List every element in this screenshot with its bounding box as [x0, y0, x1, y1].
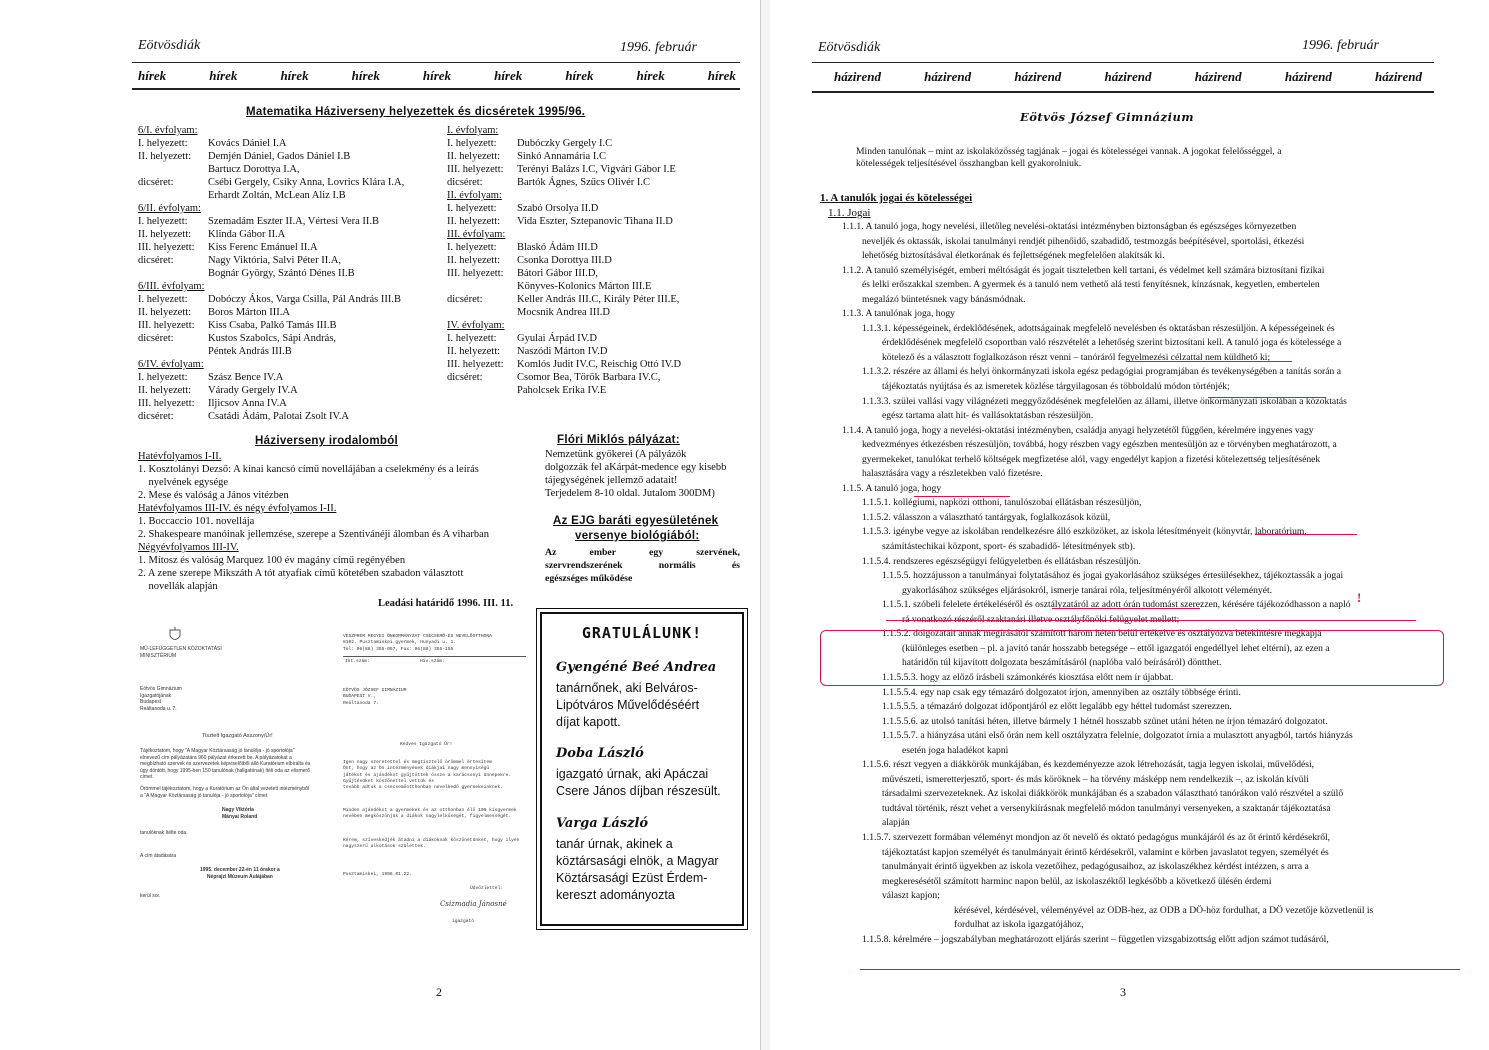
place-label: I. helyezett: — [138, 216, 188, 227]
winner-names: Csonka Dorottya III.D — [517, 255, 612, 266]
annotation-underline — [860, 969, 1460, 970]
annotation-underline — [1208, 397, 1326, 398]
place-label — [138, 163, 208, 176]
annotation-underline — [914, 496, 1010, 497]
letter-line: Önt, hogy az Ön intézményének diákjai nagy mennyiségű — [343, 766, 490, 772]
place-label: II. helyezett: — [138, 385, 192, 396]
letter-line: játékot és ajándékot gyűjtöttek össze a karácsonyi ünnepekre. — [343, 772, 512, 778]
letter-line: MINISZTÉRIUM — [140, 652, 177, 659]
deadline: Leadási határidő 1996. III. 11. — [378, 598, 514, 609]
rule-line: tájékoztatást kapjon személyét és tanulmányait érintő kérdésekről, valamint e körben javaslatot tegyen, személyét és — [882, 846, 1329, 858]
section-word: hírek — [280, 68, 309, 83]
letter-line: nevében megköszönjük a diákok nagylelkűségét, figyelmességét. — [343, 814, 512, 820]
rule-line: határidőn túl kijavított dolgozata beszámításáról (naplóba való beírásáról) döntthet. — [902, 657, 1222, 669]
rule-line: fordulhat az iskola igazgatójához, — [954, 919, 1084, 931]
result-row — [138, 228, 438, 241]
section-heading-1-1: 1.1. Jogai — [828, 207, 871, 219]
winner-names: Iljicsov Anna IV.A — [208, 398, 287, 409]
result-row — [138, 163, 438, 176]
rule-line: érdeklődésének megfelelő csoportban való részvételét a lehetőség szerint biztosítani kell. A tanuló joga és kötelessége a — [882, 337, 1342, 349]
place-label: II. helyezett: — [447, 346, 501, 357]
winner-names: Naszódi Márton IV.D — [517, 346, 608, 357]
section-word: házirend — [1014, 69, 1062, 84]
place-label: I. helyezett: — [447, 242, 497, 253]
result-row — [447, 371, 747, 384]
section-band-right — [834, 69, 1422, 85]
winner-names: Vida Eszter, Sztepanovic Tihana II.D — [517, 216, 673, 227]
winner-names: Bartucz Dorottya I.A, — [208, 164, 300, 175]
result-row — [138, 397, 438, 410]
flori-line: tájegységének jellemző adatait! — [545, 475, 678, 486]
result-row — [447, 254, 747, 267]
rule-line: 1.1.5.5. hozzájusson a tanulmányai folytatásához és jogai gyakorlásához szükséges értesülésekhez, tájékoztassák a jogai — [882, 570, 1344, 582]
winner-names: Szász Bence IV.A — [208, 372, 284, 383]
result-row — [447, 384, 747, 397]
rule-line: 1.1.5. A tanuló joga, hogy — [842, 482, 942, 494]
annotation-underline — [886, 620, 1416, 621]
winner-names: Kiss Csaba, Palkó Tamás III.B — [208, 320, 337, 331]
rule-line: 1.1.5.5.7. a hiányzása utáni első órán nem kell osztályzatra felelnie, dolgozatot írnia a mulasztott anyagból, tartós hiányzás — [882, 730, 1353, 742]
result-row — [447, 163, 747, 176]
result-row — [138, 384, 438, 397]
rule-line: egész tartama alatt hit- és vallásoktatásban részesüljön. — [882, 410, 1094, 422]
ejg-line: egészséges működése — [545, 573, 633, 584]
letter-line: Néprajzi Múzeum Aulájában — [206, 873, 273, 880]
winner-names: Bátori Gábor III.D, — [517, 268, 599, 279]
place-label: I. helyezett: — [138, 372, 188, 383]
result-row — [138, 371, 438, 384]
congrats-line: díjat kapott. — [556, 715, 621, 729]
place-label: I. helyezett: — [447, 333, 497, 344]
rule-line: kedvezményes étkezésben részesüljön, továbbá, hogy részben vagy egészben mentesüljön az e törvényben meghatározott, a — [862, 439, 1337, 451]
place-label: III. helyezett: — [138, 242, 195, 253]
rule-line: társadalmi szervezeteknek. Az iskolai diákkörök munkájában és a szabadon választható tanórákon való részvétel a szülő — [882, 788, 1344, 800]
rule-line: 1.1.5.7. szervezett formában véleményt mondjon az őt nevelő és oktató pedagógus munkájáról és az őt érintő kérdésekről, — [862, 831, 1331, 843]
section-word: hírek — [138, 68, 167, 83]
place-label: II. helyezett: — [447, 255, 501, 266]
section-word: hírek — [565, 68, 594, 83]
winner-names: Péntek András III.B — [208, 346, 292, 357]
congrats-text-2 — [556, 766, 721, 800]
coat-of-arms-icon — [168, 627, 182, 643]
rule-line: 1.1.5.5.5. a témazáró dolgozat időpontjáról ez előtt legalább egy héttel tudomást szerezzen. — [882, 701, 1232, 713]
rule-line: 1.1.5.5.6. az utolsó tanítási héten, illetve bármely 1 hétnél hosszabb szünet utáni héten ne írjon témazáró dolgozatot. — [882, 715, 1328, 727]
rule-line: megkeresésétől számított harminc napon belül, az iskolaszéktől legkésőbb a következő ülésén érdemi — [882, 875, 1272, 887]
class-heading: IV. évfolyam: — [447, 320, 505, 331]
result-row — [138, 410, 438, 423]
section-word: házirend — [1284, 69, 1332, 84]
section-word: házirend — [1194, 69, 1242, 84]
topic-line: 2. Shakespeare manóinak jellemzése, szerepe a Szentivánéji álomban és A viharban — [138, 529, 490, 540]
letter-line: VESZPRÉM MEGYEI ÖNKORMÁNYZAT CSECSEMŐ-ÉS NEVELŐOTTHONA — [343, 634, 492, 639]
issue-date-right: 1996. február — [1302, 38, 1379, 53]
result-row — [138, 189, 438, 202]
topic-line: 2. A zene szerepe Mikszáth A tót atyafiak című kötetében szabadon választott — [138, 568, 464, 579]
winner-names: Csatádi Ádám, Palotai Zsolt IV.A — [208, 411, 349, 422]
result-row — [138, 306, 438, 319]
result-row — [138, 137, 438, 150]
rule-line: (különleges esetben – pl. a javító tanár hosszabb betegsége – ettől igazgatói engedéllyel lehet eltérni), az ezen a — [902, 642, 1330, 654]
letter-line: Gyűjtésüket köszönettel vettük és — [343, 778, 434, 784]
rule-line: és lelki erőszakkal szemben. A gyermek és a tanuló nem vethető alá testi fenyítésnek, kínzásnak, kegyetlen, embertelen — [862, 279, 1320, 291]
ejg-line: szervrendszerének normális és — [545, 560, 740, 571]
rule-line: megalázó büntetésnek vagy bánásmódnak. — [862, 293, 1026, 305]
result-row — [447, 345, 747, 358]
topic-group: Négyévfolyamos III-IV. — [138, 542, 239, 553]
rule-line: halasztására vagy a részletekben való fizetésre. — [862, 468, 1043, 480]
letter-line: tovább adtuk a csecsemőotthonban nevelkedő gyermekeinknek. — [343, 785, 503, 791]
winner-names: Sinkó Annamária I.C — [517, 151, 606, 162]
congrats-line: tanárnőnek, aki Belváros- — [556, 681, 698, 695]
literature-title: Háziverseny irodalomból — [255, 435, 399, 447]
place-label: II. helyezett: — [447, 151, 501, 162]
congratulations-box — [540, 612, 744, 926]
winner-names: Kustos Szabolcs, Sápi András, — [208, 333, 337, 344]
rule-line: 1.1.4. A tanuló joga, hogy a nevelési-oktatási intézményben, családja anyagi helyzetétől függően, kérelmére ingyenes vagy — [842, 424, 1314, 436]
winner-names: Boros Márton III.A — [208, 307, 290, 318]
result-row — [138, 150, 438, 163]
section-rule-right — [812, 91, 1434, 93]
section-heading-1: 1. A tanulók jogai és kötelességei — [820, 192, 973, 204]
section-band — [138, 68, 736, 84]
result-row — [138, 319, 438, 332]
result-row — [447, 241, 747, 254]
rule-line: gyakorlásához szükséges eljárásokról, ismerje tanárai róla, teljesítményéről alkotott véleményét. — [902, 584, 1273, 596]
section-word: hírek — [494, 68, 523, 83]
place-label: dicséret: — [447, 372, 483, 383]
place-label: I. helyezett: — [138, 138, 188, 149]
place-label — [447, 280, 517, 293]
congrats-name-1: Gyengéné Beé Andrea — [556, 660, 717, 675]
place-label: dicséret: — [138, 411, 174, 422]
letter-line: a "A Magyar Köztársaság jó tanulója - jó sportolója" címet — [140, 792, 268, 799]
place-label: dicséret: — [447, 177, 483, 188]
rule-line: számítástechikai központ, sport- és szabadidő- létesítmények stb). — [882, 541, 1136, 553]
ejg-title-2: versenye biológiából: — [575, 530, 700, 542]
rule-line: kérésével, kérdésével, véleményével az ODB-hez, az ODB a DÖ-höz fordulhat, a DÖ vezetője közvetlenül is — [954, 904, 1374, 916]
page-number-right: 3 — [1120, 985, 1126, 999]
winner-names: Csébi Gergely, Csiky Anna, Lovrics Klára I.A, — [208, 177, 405, 188]
rule-line: esetén joga haladékot kapni — [902, 744, 1009, 756]
rule-line: művészeti, ismeretterjesztő, sport- és más köröknek – ha törvény másképp nem rendelkezik –, az iskolán kívüli — [882, 773, 1309, 785]
section-word: hírek — [351, 68, 380, 83]
congrats-name-3: Varga László — [556, 816, 649, 831]
letter-line: MŰ-LEFÜGGETLEN KÖZOKTATÁSI — [140, 646, 222, 652]
congrats-line: tanár úrnak, akinek a — [556, 837, 673, 851]
rule-line: tanulmányait érintő ügyekben az iskola vezetőihez, pedagógusaihoz, az iskolaszékhez kérdést intézzen, s arra a — [882, 861, 1309, 873]
result-row — [447, 332, 747, 345]
section-rule — [132, 88, 740, 90]
letter-line: nagyszerű alkotások születtek. — [343, 844, 426, 850]
letter-line: 1995. december 22-én 11 órakor a — [200, 867, 280, 873]
letter-line: úgy döntött, hogy 1995-ben 150 tanulónak (hallgatónak) ítéli oda az elismerő — [140, 767, 310, 774]
annotation-underline — [1255, 534, 1357, 535]
place-label: III. helyezett: — [447, 359, 504, 370]
letter-line: Reáltanoda 7. — [343, 700, 379, 706]
result-row — [138, 345, 438, 358]
annotation-underline — [1052, 608, 1200, 609]
result-row — [447, 137, 747, 150]
section-word: házirend — [1104, 69, 1152, 84]
annotation-exclamation: ! — [1357, 590, 1362, 605]
math-results-col-2 — [447, 124, 747, 397]
rule-line: 1.1.5.5.3. hogy az előző írásbeli számonkérés kiosztása előtt nem ír újabbat. — [882, 671, 1174, 683]
congrats-text-3 — [556, 836, 719, 904]
result-row — [447, 280, 747, 293]
result-row — [138, 215, 438, 228]
congrats-line: Csere János díjban részesült. — [556, 784, 721, 798]
result-row — [447, 267, 747, 280]
flori-line: Terjedelem 8-10 oldal. Jutalom 300DM) — [545, 488, 715, 499]
right-page — [770, 0, 1489, 1050]
intro-line: Minden tanulónak – mint az iskolaközösség tagjának – jogai és kötelességei vannak. A jogokat felelősséggel, a — [856, 146, 1282, 157]
winner-names: Komlós Judit IV.C, Reischig Ottó IV.D — [517, 359, 682, 370]
winner-names: Klinda Gábor II.A — [208, 229, 286, 240]
place-label: III. helyezett: — [138, 398, 195, 409]
class-heading: 6/III. évfolyam: — [138, 281, 205, 292]
winner-names: Könyves-Kolonics Márton III.E — [517, 281, 652, 292]
letter-line: Eötvös Gimnázium — [140, 686, 182, 692]
section-word: hírek — [422, 68, 452, 83]
flori-text — [545, 448, 745, 500]
result-row — [447, 176, 747, 189]
place-label: III. helyezett: — [447, 164, 504, 175]
flori-line: Nemzetünk gyökerei (A pályázók — [545, 449, 687, 460]
page-number-left: 2 — [436, 985, 442, 999]
result-row — [447, 150, 747, 163]
class-heading: II. évfolyam: — [447, 190, 502, 201]
newspaper-title: Eötvösdiák — [138, 38, 201, 53]
congrats-name-2: Doba László — [556, 746, 644, 761]
section-word: házirend — [834, 69, 881, 84]
result-row — [138, 254, 438, 267]
winner-names: Demjén Dániel, Gados Dániel I.B — [208, 151, 351, 162]
letter-line: 8102. Pusztamiskei gyermek, Hunyadi u. 1. — [343, 640, 457, 646]
topic-group: Hatévfolyamos I-II. — [138, 451, 222, 462]
winner-names: Mocsnik Andrea III.D — [517, 307, 611, 318]
rule-line: 1.1.5.3. igénybe vegye az iskolában rendelkezésre álló eszközöket, az iskola létesítményeit (könyvtár, laboratórium, — [862, 526, 1307, 538]
place-label: I. helyezett: — [447, 203, 497, 214]
topic-line: novellák alapján — [138, 581, 218, 592]
letter-line: címet. — [140, 774, 154, 780]
rule-line: alapján — [882, 817, 910, 829]
result-row — [138, 176, 438, 189]
letter-line: EÖTVÖS JÓZSEF GIMNÁZIUM — [343, 688, 407, 693]
result-row — [138, 332, 438, 345]
issue-date: 1996. február — [620, 40, 697, 55]
result-row — [447, 215, 747, 228]
letter-line: Tájékoztatom, hogy "A Magyar Köztársaság jó tanulója - jó sportolója" — [140, 748, 295, 754]
rule-line: 1.1.5.6. részt vegyen a diákkörök munkájában, és kezdeményezze azok létrehozását, tagja legyen iskolai, művelődési, — [862, 759, 1315, 771]
place-label: dicséret: — [447, 294, 483, 305]
winner-names: Paholcsek Erika IV.E — [517, 385, 607, 396]
letter-line: Budapest — [140, 699, 162, 705]
topic-line: nyelvének egysége — [138, 477, 229, 488]
left-page: Eötvösdiák 1996. február hírek hírek hírek hírek hírek hírek hírek hírek hírek Matematika Háziverseny helyezettek és dicséretek 1995/96. 6/I. évfolyam: I. helyezett: Kovács Dániel I.A II. helyezett: Demjén Dániel, Gados Dániel I.B Bartucz Dorottya I.A, dicséret: Csébi Gergely, Csiky Anna, Lovrics Klára I.A, Erhardt Zoltán, McLean Aliz I.B 6/II. évfolyam: I. helyezett: Szemadám Eszter II.A, Vértesi Vera II.B II. helyezett: Klinda Gábor II.A III. helyezett: Kiss Ferenc Emánuel II.A dicséret: Nagy Viktória, Salvi Péter II.A, Bognár György, Szántó Dénes II.B 6/III. évfolyam: I. helyezett: Dobóczy Ákos, Varga Csilla, Pál András III.B II. helyezett: Boros Márton III.A III. helyezett: Kiss Csaba, Palkó Tamás III.B dicséret: Kustos Szabolcs, Sápi András, Péntek András III.B 6/IV. évfolyam: I. helyezett: Szász Bence IV.A II. helyezett: Várady Gergely IV.A III. helyezett: Iljicsov Anna IV.A dicséret: Csatádi Ádám, Palotai Zsolt IV.A I. évfolyam: I. helyezett: Dubóczky Gergely I.C II. helyezett: Sinkó Annamária I.C III. helyezett: Terényi Balázs I.C, Vigvári Gábor I.E dicséret: Bartók Ágnes, Szűcs Olivér I.C II. évfolyam: I. helyezett: Szabó Orsolya II.D II. helyezett: Vida Eszter, Sztepanovic Tihana II.D III. évfolyam: I. helyezett: Blaskó Ádám III.D II. helyezett: Csonka Dorottya III.D III. helyezett: Bátori Gábor III.D, Könyves-Kolonics Márton III.E dicséret: Keller András III.C, Király Péter III.E, Mocsnik Andrea III.D IV. évfolyam: I. helyezett: Gyulai Árpád IV.D II. helyezett: Naszódi Márton IV.D III. helyezett: Komlós Judit IV.C, Reischig Ottó IV.D dicséret: Csomor Bea, Török Barbara IV.C, Paholcsek Erika IV.E Háziverseny irodalomból Hatévfolyamos I-II. 1. Kosztolányi Dezső: A kínai kancsó című novellájában a cselekmény és a leírás nyelvének egysége 2. Mese és valóság a János vitézben Hatévfolyamos III-IV. és négy évfolyamos I-II. 1. Boccaccio 101. novellája 2. Shakespeare manóinak jellemzése, szerepe a Szentivánéji álomban és A viharban Négyévfolyamos III-IV. 1. Mítosz és valóság Marquez 100 év magány című regényében 2. A zene szerepe Mikszáth A tót atyafiak című kötetében szabadon választott novellák alapján Leadási határidő 1996. III. 11. Flóri Miklós pályázat: Nemzetünk gyökerei (A pályázók dolgozzák fel aKárpát-medence egy kisebb tájegységének jellemző adatait! Terjedelem 8-10 oldal. Jutalom 300DM) Az EJG baráti egyesületének versenye biológiából: Az ember egy szervének, szervrendszerének normális és egészséges működése GRATULÁLUNK! Gyengéné Beé Andrea tanárnőnek, aki Belváros- Lipótváros Művelődéséért díjat kapott. Doba László igazgató úrnak, aki Apáczai Csere János díjban részesült. Varga László tanár úrnak, akinek a köztársasági elnök, a Magyar Köztársasági Ezüst Érdem- kereszt adományozta MŰ-LEFÜGGETLEN KÖZOKTATÁSI MINISZTÉRIUM Eötvös Gimnázium Igazgatójának Budapest Reáltanoda u. 7. Tisztelt Igazgató Asszony/Úr! Tájékoztatom, hogy "A Magyar Köztársaság jó tanulója - jó sportolója" elnevezű cím pályázatára 960 pályázat érkezett be. A pályázatokat a megbízható szervek és szervezetek képviselőiből álló Kuratórium elbírálta és úgy döntött, hogy 1995-ben 150 tanulónak (hallgatónak) ítéli oda az elismerő címet. Örömmel tájékoztatom, hogy a Kuratórium az Ön által vezetett intézményből a "A Magyar Köztársaság jó tanulója - jó sportolója" címet Nagy Viktória Mányai Roland tanulóknak ítélte oda. A cím átadására 1995. december 22-én 11 órakor a Néprajzi Múzeum Aulájában kerül sor. VESZPRÉM MEGYEI ÖNKORMÁNYZAT CSECSEMŐ-ÉS NEVELŐOTTHONA 8102. Pusztamiskei gyermek, Hunyadi u. 1. Tel: 06(88) 355-057, Fax: 06(88) 355-155 Ikt.szám: Hiv.szám: EÖTVÖS JÓZSEF GIMNÁZIUM BUDAPEST V., Reáltanoda 7. Kedves Igazgató Úr! Igen nagy szeretettel és megtisztelő örömmel értesítem Önt, hogy az Ön intézményének diákjai nagy mennyiségű játékot és ajándékot gyűjtöttek össze a karácsonyi ünnepekre. Gyűjtésüket köszönettel vettük és tovább adtuk a csecsemőotthonban nevelkedő gyermekeinknek. Minden ajándékot a gyermekek és az otthonban élő 100 kisgyermek nevében megköszönjük a diákok nagylelkűségét, figyelmességét. Kérem, szíveskedjék átadni a diákoknak köszönetünket, hogy ilyen nagyszerű alkotások születtek. Pusztamiskei, 1996.01.22. Üdvözlettel: Csizmadia Jánosné igazgató 2 — [0, 0, 760, 1050]
rule-line: 1.1.5.1. szóbeli felelete értékeléséről és osztályzatáról az adott órán tudomást szerezzen, kérésére tájékozódhasson a napló — [882, 599, 1351, 611]
congrats-text-1 — [556, 680, 699, 731]
rule-line: 1.1.5.2. dolgozatait annak megírásától számított három héten belül értékelve és osztályozva betekintésre megkapja — [882, 628, 1322, 640]
rule-line: tájékoztatás nyújtása és az ismeretek közlése tárgyilagosan és többoldalú módon történjék; — [882, 381, 1230, 393]
math-results-col-1 — [138, 124, 438, 423]
place-label — [138, 189, 208, 202]
topic-line: 2. Mese és valóság a János vitézben — [138, 490, 289, 501]
math-title: Matematika Háziverseny helyezettek és dicséretek 1995/96. — [246, 106, 586, 118]
place-label — [447, 306, 517, 319]
class-heading: I. évfolyam: — [447, 125, 499, 136]
section-word: házirend — [924, 69, 972, 84]
result-row — [447, 293, 747, 306]
winner-names: Kovács Dániel I.A — [208, 138, 287, 149]
congrats-line: köztársasági elnök, a Magyar — [556, 854, 719, 868]
class-heading: 6/II. évfolyam: — [138, 203, 201, 214]
winner-names: Gyulai Árpád IV.D — [517, 333, 598, 344]
letter-line: Kérem, szíveskedjék átadni a diákoknak köszönetünket, hogy ilyen — [343, 838, 520, 843]
winner-names: Szemadám Eszter II.A, Vértesi Vera II.B — [208, 216, 380, 227]
header-rule-right — [812, 62, 1434, 63]
place-label: II. helyezett: — [138, 151, 192, 162]
winner-names: Terényi Balázs I.C, Vigvári Gábor I.E — [517, 164, 676, 175]
winner-names: Dobóczy Ákos, Varga Csilla, Pál András III.B — [208, 294, 401, 305]
annotation-underline — [1126, 361, 1292, 362]
class-heading: 6/I. évfolyam: — [138, 125, 198, 136]
place-label — [138, 345, 208, 358]
rule-line: választ kapjon; — [882, 890, 940, 902]
newspaper-title-right: Eötvösdiák — [818, 40, 881, 55]
class-heading: 6/IV. évfolyam: — [138, 359, 204, 370]
rule-line: kötelező és a választott foglalkozáson részt venni – tanóráról fegyelmezési célzattal nem küldhető ki; — [882, 351, 1271, 363]
letter-line: Örömmel tájékoztatom, hogy a Kuratórium az Ön által vezetett intézményből — [140, 786, 309, 792]
place-label: III. helyezett: — [138, 320, 195, 331]
congrats-line: kereszt adományozta — [556, 888, 675, 902]
letter-line: Minden ajándékot a gyermekek és az otthonban élő 100 kisgyermek — [343, 808, 517, 813]
place-label: dicséret: — [138, 177, 174, 188]
rule-line: 1.1.3.1. képességeinek, érdeklődésének, adottságainak megfelelő nevelésben és oktatásban részesüljön. A képességeinek és — [862, 322, 1335, 334]
winner-names: Nagy Viktória, Salvi Péter II.A, — [208, 255, 342, 266]
place-label: dicséret: — [138, 255, 174, 266]
ejg-line: Az ember egy szervének, — [545, 547, 740, 558]
letter-line: Igen nagy szeretettel és megtisztelő örömmel értesítem — [343, 760, 492, 765]
literature-topics — [138, 450, 528, 593]
signature: Csizmadia Jánosné — [440, 900, 507, 908]
winner-names: Bartók Ágnes, Szűcs Olivér I.C — [517, 177, 650, 188]
place-label: I. helyezett: — [447, 138, 497, 149]
result-row — [138, 267, 438, 280]
winner-names: Szabó Orsolya II.D — [517, 203, 599, 214]
rule-line: 1.1.1. A tanuló joga, hogy nevelési, illetőleg nevelési-oktatási intézményben biztonságban és egészséges környezetben — [842, 221, 1297, 232]
rules-list — [814, 221, 1484, 948]
flori-title: Flóri Miklós pályázat: — [557, 434, 680, 446]
rule-line: gyermekeket, tanulókat terhelő költségek megfizetése alól, vagy engedélyt kapjon a fizetési kötelezettség teljesítésének — [862, 453, 1321, 465]
rule-line: tudtával történik, részt vehet a versenykiírásnak megfelelő módon tanulmányi versenyeken, a szaktanár tájékoztatása — [882, 802, 1331, 814]
section-word: hírek — [636, 68, 665, 83]
topic-line: 1. Mítosz és valóság Marquez 100 év magány című regényében — [138, 555, 406, 566]
place-label: III. helyezett: — [447, 268, 504, 279]
intro-line: kötelességek teljesítésével összhangban kell gyakorolniuk. — [856, 158, 1082, 170]
winner-names: Bognár György, Szántó Dénes II.B — [208, 268, 355, 279]
winner-names: Csomor Bea, Török Barbara IV.C, — [517, 372, 661, 383]
result-row — [447, 358, 747, 371]
rule-line: 1.1.5.4. rendszeres egészségügyi felügyeletben és ellátásban részesüljön. — [862, 555, 1141, 567]
winner-names: Keller András III.C, Király Péter III.E, — [517, 294, 680, 305]
ejg-title-1: Az EJG baráti egyesületének — [553, 515, 719, 527]
letter-line: Mányai Roland — [222, 813, 258, 820]
congrats-line: igazgató úrnak, aki Apáczai — [556, 767, 709, 781]
place-label: dicséret: — [138, 333, 174, 344]
place-label: II. helyezett: — [138, 307, 192, 318]
letter-line: BUDAPEST V., — [343, 694, 377, 700]
rule-line: rá vonatkozó részéről szaktanári illetve osztályfőnöki felügyelet mellett; — [902, 613, 1180, 625]
letter-line: elnevezű cím pályázatára 960 pályázat érkezett be. A pályázatokat a — [140, 754, 292, 761]
place-label: II. helyezett: — [447, 216, 501, 227]
intro-text — [856, 146, 1476, 171]
flori-line: dolgozzák fel aKárpát-medence egy kisebb — [545, 462, 727, 473]
congrats-line: Lipótváros Művelődéséért — [556, 698, 700, 712]
rule-line: 1.1.5.1. kollégiumi, napközi otthoni, tanulószobai ellátásban részesüljön, — [862, 497, 1142, 509]
school-name: Eötvös József Gimnázium — [1020, 110, 1195, 124]
winner-names: Várady Gergely IV.A — [208, 385, 298, 396]
section-word: hírek — [209, 68, 238, 83]
result-row — [447, 306, 747, 319]
rule-line: 1.1.5.2. válasszon a választható tantárgyak, foglalkozások közül, — [862, 511, 1111, 523]
annotation-box — [820, 630, 1444, 686]
letter-line: Nagy Viktória — [222, 807, 254, 813]
topic-line: 1. Boccaccio 101. novellája — [138, 516, 255, 527]
rule-line: 1.1.3.3. szülei vallási vagy világnézeti meggyőződésének megfelelően az állami, illetve önkormányzati iskolában a közoktatás — [862, 395, 1347, 407]
section-word: házirend — [1375, 69, 1422, 84]
letter-line: Igazgatójának — [140, 692, 172, 699]
winner-names: Erhardt Zoltán, McLean Aliz I.B — [208, 190, 346, 201]
letter-line: megbízható szervek és szervezetek képviselőiből álló Kuratórium elbírálta és — [140, 761, 311, 767]
congrats-title: GRATULÁLUNK! — [581, 624, 703, 642]
letter-line: Tel: 06(88) 355-057, Fax: 06(88) 355-155 — [343, 646, 454, 652]
place-label — [447, 384, 517, 397]
ejg-text — [545, 546, 740, 585]
result-row — [138, 293, 438, 306]
rule-line: 1.1.3. A tanulónak joga, hogy — [842, 308, 955, 320]
place-label: I. helyezett: — [138, 294, 188, 305]
header-rule — [132, 62, 740, 63]
winner-names: Kiss Ferenc Emánuel II.A — [208, 242, 318, 253]
letter-line: Reáltanoda u. 7. — [140, 705, 177, 712]
rule-line: neveljék és oktassák, iskolai tanulmányi rendjét pihenőidő, szabadidő, testmozgás beépítésével, sportolási, étkezési — [862, 235, 1305, 247]
class-heading: III. évfolyam: — [447, 229, 506, 240]
rule-line: 1.1.5.5.4. egy nap csak egy témazáró dolgozatot írjon, amennyiben az osztály többsége érinti. — [882, 686, 1241, 698]
winner-names: Blaskó Ádám III.D — [517, 242, 598, 253]
rule-line: lehetőség biztosításával életkorának és fejlettségének megfelelően alakítsák ki. — [862, 250, 1165, 262]
place-label — [138, 267, 208, 280]
winner-names: Dubóczky Gergely I.C — [517, 138, 613, 149]
rule-line: 1.1.5.8. kérelmére – jogszabályban meghatározott eljárás szerint – független vizsgabizottság előtt adjon számot tudásáról, — [862, 933, 1329, 945]
congrats-line: Köztársasági Ezüst Érdem- — [556, 871, 708, 885]
topic-line: 1. Kosztolányi Dezső: A kínai kancsó című novellájában a cselekmény és a leírás — [138, 464, 479, 475]
rule-line: 1.1.3.2. részére az állami és helyi önkormányzati iskola egész pedagógiai programjában és tevékenységében a tanítás során a — [862, 366, 1341, 378]
place-label: II. helyezett: — [138, 229, 192, 240]
result-row — [138, 241, 438, 254]
result-row — [447, 202, 747, 215]
topic-group: Hatévfolyamos III-IV. és négy évfolyamos I-II. — [138, 503, 337, 514]
section-word: hírek — [707, 68, 736, 83]
rule-line: 1.1.2. A tanuló személyiségét, emberi méltóságát és jogait tiszteletben kell tartani, és védelmet kell számára biztosítani fizikai — [842, 264, 1325, 276]
